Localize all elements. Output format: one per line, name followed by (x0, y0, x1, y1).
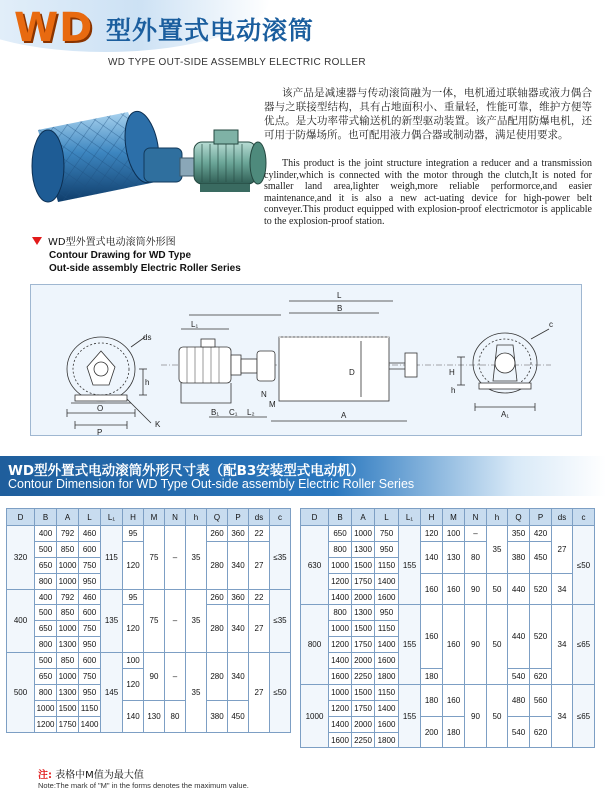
cell-B: 650 (35, 669, 57, 685)
cell-A: 792 (57, 589, 79, 605)
cell-L: 1600 (375, 716, 399, 732)
label-D: D (349, 368, 355, 377)
cell-M: 100 (443, 526, 465, 542)
label-O: O (97, 404, 104, 413)
cell-D: 400 (7, 589, 35, 653)
cell-A: 1300 (352, 605, 375, 621)
cell-Q: 280 (207, 541, 228, 589)
cell-H: 100 (123, 653, 144, 669)
cell-B: 1200 (35, 716, 57, 732)
column-header-7: N (165, 509, 186, 526)
cell-B: 1200 (329, 700, 352, 716)
cell-Q: 440 (508, 605, 530, 669)
cell-L: 600 (79, 653, 101, 669)
cell-M: 160 (443, 605, 465, 684)
cell-H: 120 (123, 669, 144, 701)
label-M: M (269, 400, 276, 409)
cell-L: 1150 (375, 684, 399, 700)
cell-h: 50 (487, 684, 508, 748)
cell-Q: 350 (508, 526, 530, 542)
page-subtitle: WD TYPE OUT-SIDE ASSEMBLY ELECTRIC ROLLER (108, 57, 366, 68)
cell-h: 35 (186, 589, 207, 653)
cell-L: 1600 (375, 653, 399, 669)
cell-H: 180 (421, 684, 443, 716)
cell-c: ≤50 (573, 526, 595, 605)
cell-L1: 155 (399, 526, 421, 605)
cell-N: 90 (465, 605, 487, 684)
table-row (301, 526, 595, 542)
cell-B: 1600 (329, 669, 352, 685)
cell-h: 50 (487, 605, 508, 684)
cell-A: 1300 (57, 637, 79, 653)
column-header-1: B (329, 509, 352, 526)
cell-A: 1000 (57, 573, 79, 589)
cell-Q: 260 (207, 526, 228, 542)
cell-B: 400 (35, 589, 57, 605)
cell-c: ≤65 (573, 605, 595, 684)
column-header-2: A (352, 509, 375, 526)
cell-P: 360 (228, 526, 249, 542)
cell-Q: 280 (207, 605, 228, 653)
label-L2: L₂ (247, 408, 255, 417)
cell-A: 2000 (352, 716, 375, 732)
cell-h: 35 (487, 526, 508, 574)
table-row (7, 653, 291, 669)
cell-M: 75 (144, 526, 165, 590)
column-header-5: H (421, 509, 443, 526)
cell-N: 80 (465, 541, 487, 573)
note-prefix: 注: (38, 770, 52, 781)
cell-L: 1150 (375, 621, 399, 637)
cell-Q: 380 (508, 541, 530, 573)
cell-A: 1000 (57, 669, 79, 685)
cell-c: ≤65 (573, 684, 595, 748)
cell-P: 620 (530, 669, 552, 685)
cell-L: 950 (79, 637, 101, 653)
cell-L: 460 (79, 526, 101, 542)
table-title-band (0, 456, 606, 496)
cell-M: 75 (144, 589, 165, 653)
page-header (0, 0, 606, 70)
cell-B: 1400 (329, 716, 352, 732)
cell-L: 750 (375, 526, 399, 542)
label-A: A (341, 411, 347, 420)
drawing-caption (32, 236, 241, 275)
cell-B: 500 (35, 605, 57, 621)
table-row (301, 541, 595, 557)
column-header-0: D (301, 509, 329, 526)
column-header-9: Q (508, 509, 530, 526)
column-header-8: h (186, 509, 207, 526)
cell-N: 90 (465, 573, 487, 605)
cell-L1: 155 (399, 605, 421, 684)
cell-Q: 480 (508, 684, 530, 716)
dimension-table-left (6, 508, 291, 733)
column-header-10: P (228, 509, 249, 526)
column-header-12: c (573, 509, 595, 526)
cell-B: 1400 (329, 653, 352, 669)
cell-H: 180 (421, 669, 443, 685)
page-title: 型外置式电动滚筒 (106, 16, 315, 45)
cell-B: 800 (329, 541, 352, 557)
cell-B: 650 (329, 526, 352, 542)
column-header-8: h (487, 509, 508, 526)
cell-L1: 115 (101, 526, 123, 590)
cell-B: 650 (35, 621, 57, 637)
cell-L: 1400 (79, 716, 101, 732)
cell-ds: 27 (249, 653, 270, 732)
cell-B: 800 (35, 637, 57, 653)
cell-A: 1500 (352, 684, 375, 700)
cell-L: 1150 (79, 700, 101, 716)
cell-D: 500 (7, 653, 35, 732)
cell-h: 35 (186, 526, 207, 590)
cell-B: 800 (35, 573, 57, 589)
cell-P: 360 (228, 589, 249, 605)
cell-H: 120 (123, 605, 144, 653)
cell-L: 1400 (375, 573, 399, 589)
cell-L1: 145 (101, 653, 123, 732)
column-header-0: D (7, 509, 35, 526)
column-header-7: N (465, 509, 487, 526)
cell-L: 600 (79, 605, 101, 621)
table-row (301, 573, 595, 589)
cell-L1: 135 (101, 589, 123, 653)
caption-en-1: Contour Drawing for WD Type (49, 250, 192, 261)
column-header-3: L (79, 509, 101, 526)
cell-c: ≤35 (270, 589, 291, 653)
column-header-5: H (123, 509, 144, 526)
cell-A: 850 (57, 541, 79, 557)
product-photo (18, 90, 276, 220)
cell-L: 1800 (375, 732, 399, 748)
cell-A: 1500 (57, 700, 79, 716)
cell-A: 1300 (352, 541, 375, 557)
cell-B: 800 (35, 684, 57, 700)
cell-A: 1750 (352, 700, 375, 716)
cell-L: 600 (79, 541, 101, 557)
table-header-row (301, 509, 595, 526)
cell-L: 750 (79, 669, 101, 685)
drum-outline (279, 337, 417, 401)
label-h2: h (451, 386, 456, 395)
cell-A: 1300 (57, 684, 79, 700)
cell-B: 1000 (329, 557, 352, 573)
cell-c: ≤50 (270, 653, 291, 732)
label-K: K (155, 420, 161, 429)
table-row (301, 684, 595, 700)
cell-M: 130 (443, 541, 465, 573)
cell-ds: 27 (552, 526, 573, 574)
cell-L: 750 (79, 557, 101, 573)
cell-P: 450 (530, 541, 552, 573)
label-H2: H (449, 368, 455, 377)
logo-wd: WD (14, 5, 94, 51)
cell-Q: 380 (207, 700, 228, 732)
cell-A: 2000 (352, 589, 375, 605)
cell-ds: 27 (249, 605, 270, 653)
column-header-12: c (270, 509, 291, 526)
cell-A: 1000 (57, 621, 79, 637)
cell-N: – (165, 653, 186, 701)
table-row (301, 716, 595, 732)
cell-H: 95 (123, 589, 144, 605)
cell-h: 50 (487, 573, 508, 605)
cell-Q: 540 (508, 669, 530, 685)
description-chinese: 该产品是减速器与传动滚筒融为一体，电机通过联轴器或液力偶合器与之联接型结构，具有占地面积小、重量轻，性能可靠，维护方便等优点。是大功率带式输送机的新型驱动装置。该产品配用防爆电机，还可用于防爆场所。也可配用液力偶合器或制动器，满足使用要求。 (264, 87, 592, 141)
cell-ds: 22 (249, 526, 270, 542)
table-row (301, 605, 595, 621)
cell-L: 950 (79, 573, 101, 589)
column-header-4: L₁ (399, 509, 421, 526)
label-P: P (97, 428, 103, 437)
cell-L: 950 (375, 541, 399, 557)
cell-B: 1000 (329, 684, 352, 700)
cell-M: 160 (443, 573, 465, 605)
cell-B: 400 (35, 526, 57, 542)
cell-B: 1400 (329, 589, 352, 605)
label-N: N (261, 390, 267, 399)
cell-P: 620 (530, 716, 552, 748)
note-text-cn: 表格中M值为最大值 (55, 770, 144, 781)
contour-drawing (30, 284, 582, 436)
cell-H: 200 (421, 716, 443, 748)
cell-P: 520 (530, 605, 552, 669)
cell-P: 340 (228, 541, 249, 589)
right-end-view (457, 329, 549, 411)
cell-A: 1500 (352, 557, 375, 573)
cell-N: 80 (165, 700, 186, 732)
label-ds: ds (143, 333, 152, 342)
cell-B: 1000 (35, 700, 57, 716)
cell-A: 2250 (352, 669, 375, 685)
cell-D: 800 (301, 605, 329, 684)
table-header-row (7, 509, 291, 526)
cell-L: 750 (79, 621, 101, 637)
cell-L: 1800 (375, 669, 399, 685)
cell-B: 800 (329, 605, 352, 621)
cell-M: 90 (144, 653, 165, 701)
label-c: c (549, 320, 553, 329)
dimension-table-right (300, 508, 595, 748)
cell-Q: 280 (207, 653, 228, 701)
column-header-11: ds (249, 509, 270, 526)
cell-H: 120 (123, 541, 144, 589)
cell-D: 320 (7, 526, 35, 590)
left-end-view (67, 337, 151, 429)
cell-A: 792 (57, 526, 79, 542)
cell-P: 520 (530, 573, 552, 605)
caption-triangle-icon (32, 237, 42, 245)
cell-B: 1600 (329, 732, 352, 748)
cell-ds: 34 (552, 605, 573, 684)
cell-A: 1750 (352, 637, 375, 653)
cell-N: 90 (465, 684, 487, 748)
cell-M: 180 (443, 716, 465, 748)
column-header-10: P (530, 509, 552, 526)
cell-L: 1400 (375, 700, 399, 716)
label-A1: A₁ (501, 410, 510, 419)
cell-A: 1500 (352, 621, 375, 637)
cell-A: 1750 (352, 573, 375, 589)
cell-Q: 540 (508, 716, 530, 748)
cell-L: 460 (79, 589, 101, 605)
cell-P: 340 (228, 605, 249, 653)
cell-H: 160 (421, 573, 443, 605)
label-L: L (337, 291, 342, 300)
table-row (7, 526, 291, 542)
cell-L: 1150 (375, 557, 399, 573)
cell-P: 420 (530, 526, 552, 542)
cell-L: 1400 (375, 637, 399, 653)
column-header-4: L₁ (101, 509, 123, 526)
column-header-9: Q (207, 509, 228, 526)
table-row (7, 589, 291, 605)
column-header-6: M (144, 509, 165, 526)
cell-H: 140 (421, 541, 443, 573)
column-header-3: L (375, 509, 399, 526)
caption-en-2: Out-side assembly Electric Roller Series (49, 263, 241, 274)
column-header-1: B (35, 509, 57, 526)
cell-B: 1000 (329, 621, 352, 637)
cell-B: 650 (35, 557, 57, 573)
cell-A: 850 (57, 605, 79, 621)
label-h: h (145, 378, 150, 387)
cell-P: 340 (228, 653, 249, 701)
cell-A: 2250 (352, 732, 375, 748)
cell-N: – (165, 589, 186, 653)
cell-M: 130 (144, 700, 165, 732)
cell-P: 450 (228, 700, 249, 732)
cell-B: 1200 (329, 573, 352, 589)
note-en: Note:The mark of "M" in the forms denotes the maximum value. (38, 781, 249, 790)
column-header-2: A (57, 509, 79, 526)
cell-A: 1000 (352, 526, 375, 542)
cell-A: 2000 (352, 653, 375, 669)
table-row (7, 700, 291, 716)
cell-L1: 155 (399, 684, 421, 748)
cell-B: 500 (35, 653, 57, 669)
table-title-en: Contour Dimension for WD Type Out-side assembly Electric Roller Series (8, 477, 415, 491)
cell-H: 160 (421, 605, 443, 669)
cell-Q: 440 (508, 573, 530, 605)
cell-ds: 34 (552, 573, 573, 605)
cell-L: 950 (79, 684, 101, 700)
cell-B: 1200 (329, 637, 352, 653)
cell-H: 95 (123, 526, 144, 542)
cell-D: 630 (301, 526, 329, 605)
cell-L: 950 (375, 605, 399, 621)
cell-ds: 22 (249, 589, 270, 605)
cell-N: – (465, 526, 487, 542)
cell-c: ≤35 (270, 526, 291, 590)
cell-A: 1000 (57, 557, 79, 573)
cell-A: 850 (57, 653, 79, 669)
cell-A: 1750 (57, 716, 79, 732)
cell-h: 35 (186, 653, 207, 732)
cell-H: 140 (123, 700, 144, 732)
cell-H: 120 (421, 526, 443, 542)
label-B: B (337, 304, 343, 313)
cell-P: 560 (530, 684, 552, 716)
cell-B: 500 (35, 541, 57, 557)
label-L1: L₁ (191, 320, 199, 329)
description-english: This product is the joint structure integration a reducer and a transmission cylinder,which is connected with the motor through the clutch,It is noted for smaller land area,lighter weigh,more reliable perform​orce,and easier maintenance,and it is also a new act-uating device for high-power belt conveyer.This product equipped with explosion-proof electricmotor is applicable to the explosion-proof station. (264, 158, 592, 227)
cell-ds: 34 (552, 684, 573, 748)
cell-M: 160 (443, 684, 465, 716)
label-B1: B₁ (211, 408, 220, 417)
column-header-11: ds (552, 509, 573, 526)
note-cn (38, 766, 144, 781)
caption-cn: WD型外置式电动滚筒外形图 (48, 237, 176, 248)
cell-N: – (165, 526, 186, 590)
cell-Q: 260 (207, 589, 228, 605)
cell-L: 1600 (375, 589, 399, 605)
cell-ds: 27 (249, 541, 270, 589)
table-title-cn: WD型外置式电动滚筒外形尺寸表（配B3安装型式电动机） (8, 463, 365, 479)
column-header-6: M (443, 509, 465, 526)
label-C1: C₁ (229, 408, 238, 417)
cell-D: 1000 (301, 684, 329, 748)
